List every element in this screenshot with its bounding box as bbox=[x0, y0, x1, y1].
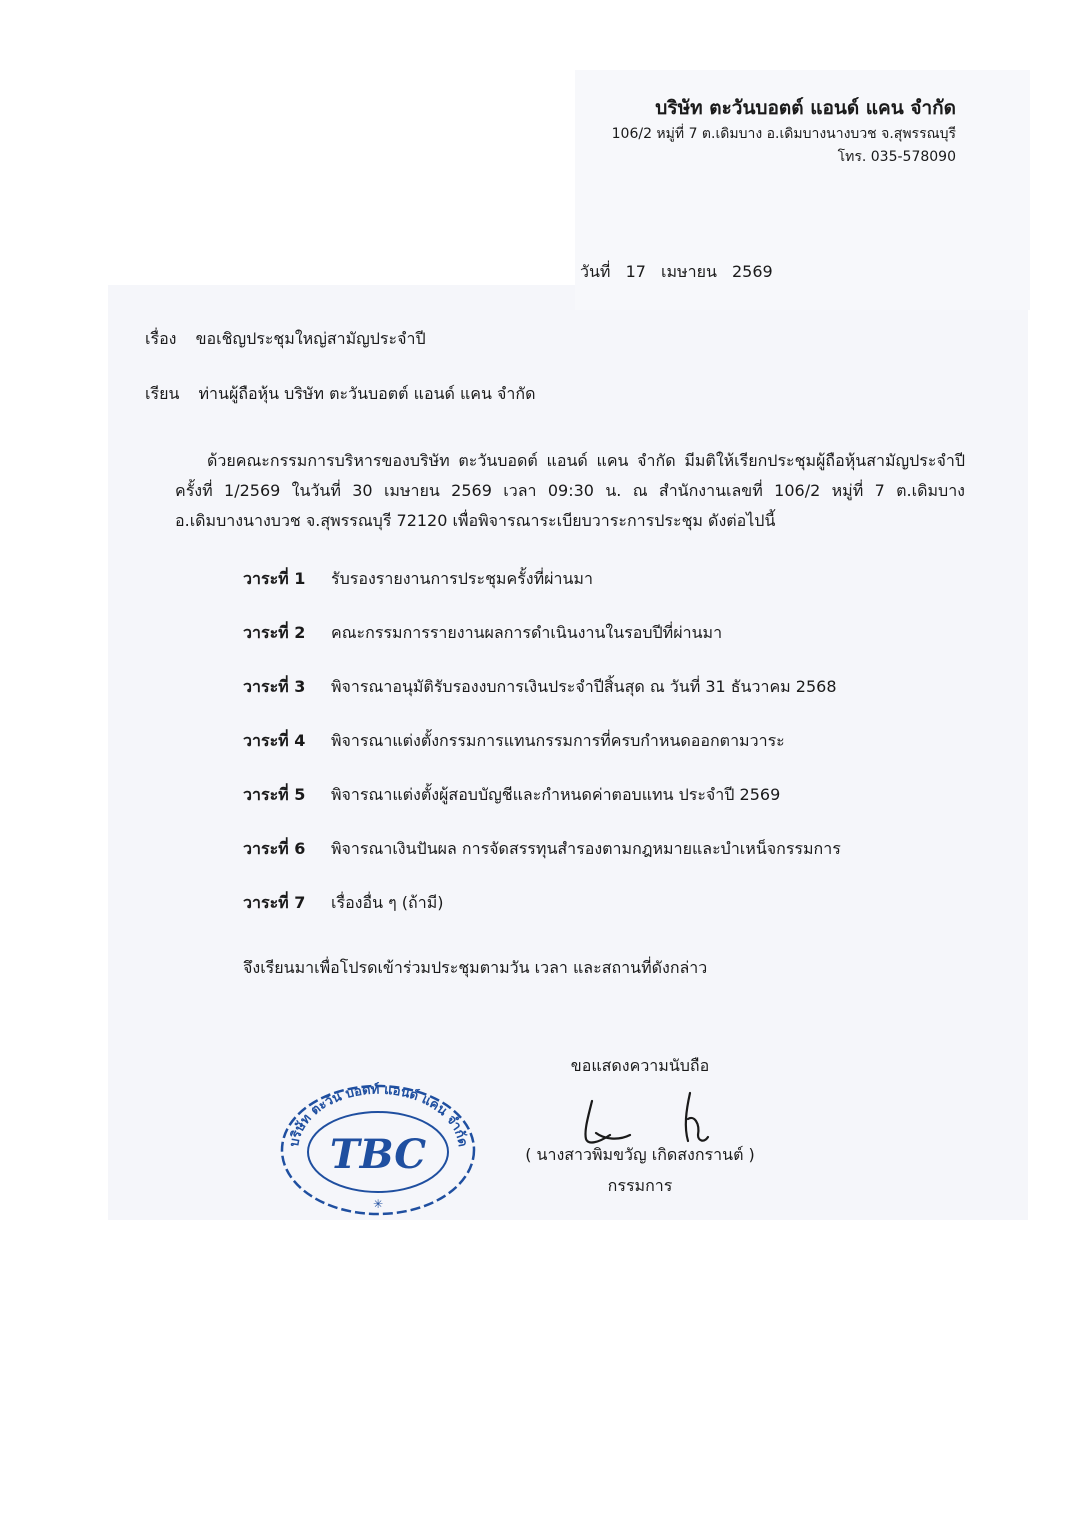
agenda-number: วาระที่ 3 bbox=[243, 677, 306, 696]
agenda-number: วาระที่ 5 bbox=[243, 785, 306, 804]
agenda-text: เรื่องอื่น ๆ (ถ้ามี) bbox=[331, 893, 444, 912]
agenda-number: วาระที่ 2 bbox=[243, 623, 306, 642]
agenda-item bbox=[243, 891, 983, 945]
agenda-text: พิจารณาแต่งตั้งกรรมการแทนกรรมการที่ครบกำหนดออกตามวาระ bbox=[331, 731, 785, 750]
agenda-text: พิจารณาแต่งตั้งผู้สอบบัญชีและกำหนดค่าตอบแทน ประจำปี 2569 bbox=[331, 785, 781, 804]
agenda-text: พิจารณาเงินปันผล การจัดสรรทุนสำรองตามกฎหมายและบำเหน็จกรรมการ bbox=[331, 839, 841, 858]
agenda-text: คณะกรรมการรายงานผลการดำเนินงานในรอบปีที่ผ่านมา bbox=[331, 623, 723, 642]
agenda-item bbox=[243, 729, 983, 783]
recipient-text: ท่านผู้ถือหุ้น บริษัท ตะวันบอตต์ แอนด์ แคน จำกัด bbox=[198, 384, 536, 403]
agenda-item bbox=[243, 567, 983, 621]
agenda-list bbox=[243, 567, 983, 945]
agenda-item bbox=[243, 837, 983, 891]
company-phone: โทร. 035-578090 bbox=[837, 149, 956, 165]
agenda-text: รับรองรายงานการประชุมครั้งที่ผ่านมา bbox=[331, 569, 593, 588]
signer-name: ( นางสาวพิมขวัญ เกิดสงกรานต์ ) bbox=[525, 1145, 755, 1164]
company-address: 106/2 หมู่ที่ 7 ต.เดิมบาง อ.เดิมบางนางบวช จ.สุพรรณบุรี bbox=[611, 126, 956, 142]
recipient-label: เรียน bbox=[145, 384, 180, 403]
agenda-item bbox=[243, 675, 983, 729]
seal-ring-text: บริษัท ตะวัน บอดท์ แอนด์ แคน จำกัด bbox=[287, 1082, 470, 1148]
date-day: 17 bbox=[625, 262, 646, 281]
company-seal-stamp bbox=[276, 1080, 481, 1220]
agenda-number: วาระที่ 7 bbox=[243, 893, 306, 912]
seal-center-text: TBC bbox=[329, 1131, 427, 1178]
agenda-item bbox=[243, 621, 983, 675]
seal-star-icon: ✳ bbox=[372, 1197, 384, 1211]
subject-label: เรื่อง bbox=[145, 329, 177, 348]
agenda-number: วาระที่ 6 bbox=[243, 839, 306, 858]
letter-date bbox=[580, 260, 783, 285]
regards-text: ขอแสดงความนับถือ bbox=[570, 1056, 710, 1075]
body-paragraph: ด้วยคณะกรรมการบริหารของบริษัท ตะวันบอดต์ แอนด์ แคน จำกัด มีมติให้เรียกประชุมผู้ถือหุ้นสามัญประจำปี ครั้งที่ 1/2569 ในวันที่ 30 เมษายน 2569 เวลา 09:30 น. ณ สำนักงานเลขที่ 106/2 หมู่ที่ 7 ต.เดิมบาง อ.เดิมบางนางบวช จ.สุพรรณบุรี 72120 เพื่อพิจารณาระเบียบวาระการประชุม ดังต่อไปนี้ bbox=[175, 451, 965, 530]
date-month: เมษายน bbox=[661, 262, 717, 281]
recipient-line bbox=[145, 382, 535, 407]
agenda-number: วาระที่ 1 bbox=[243, 569, 306, 588]
agenda-item bbox=[243, 783, 983, 837]
letterhead bbox=[612, 94, 956, 168]
agenda-text: พิจารณาอนุมัติรับรองงบการเงินประจำปีสิ้นสุด ณ วันที่ 31 ธันวาคม 2568 bbox=[331, 677, 837, 696]
date-label: วันที่ bbox=[580, 262, 611, 281]
date-year: 2569 bbox=[731, 262, 773, 281]
signer-title: กรรมการ bbox=[607, 1176, 673, 1195]
subject-text: ขอเชิญประชุมใหญ่สามัญประจำปี bbox=[195, 329, 426, 348]
agenda-number: วาระที่ 4 bbox=[243, 731, 306, 750]
subject-line bbox=[145, 327, 426, 352]
closing-sentence: จึงเรียนมาเพื่อโปรดเข้าร่วมประชุมตามวัน เวลา และสถานที่ดังกล่าว bbox=[243, 958, 708, 977]
company-name: บริษัท ตะวันบอตต์ แอนด์ แคน จำกัด bbox=[655, 97, 956, 119]
signature-block bbox=[505, 1053, 775, 1203]
